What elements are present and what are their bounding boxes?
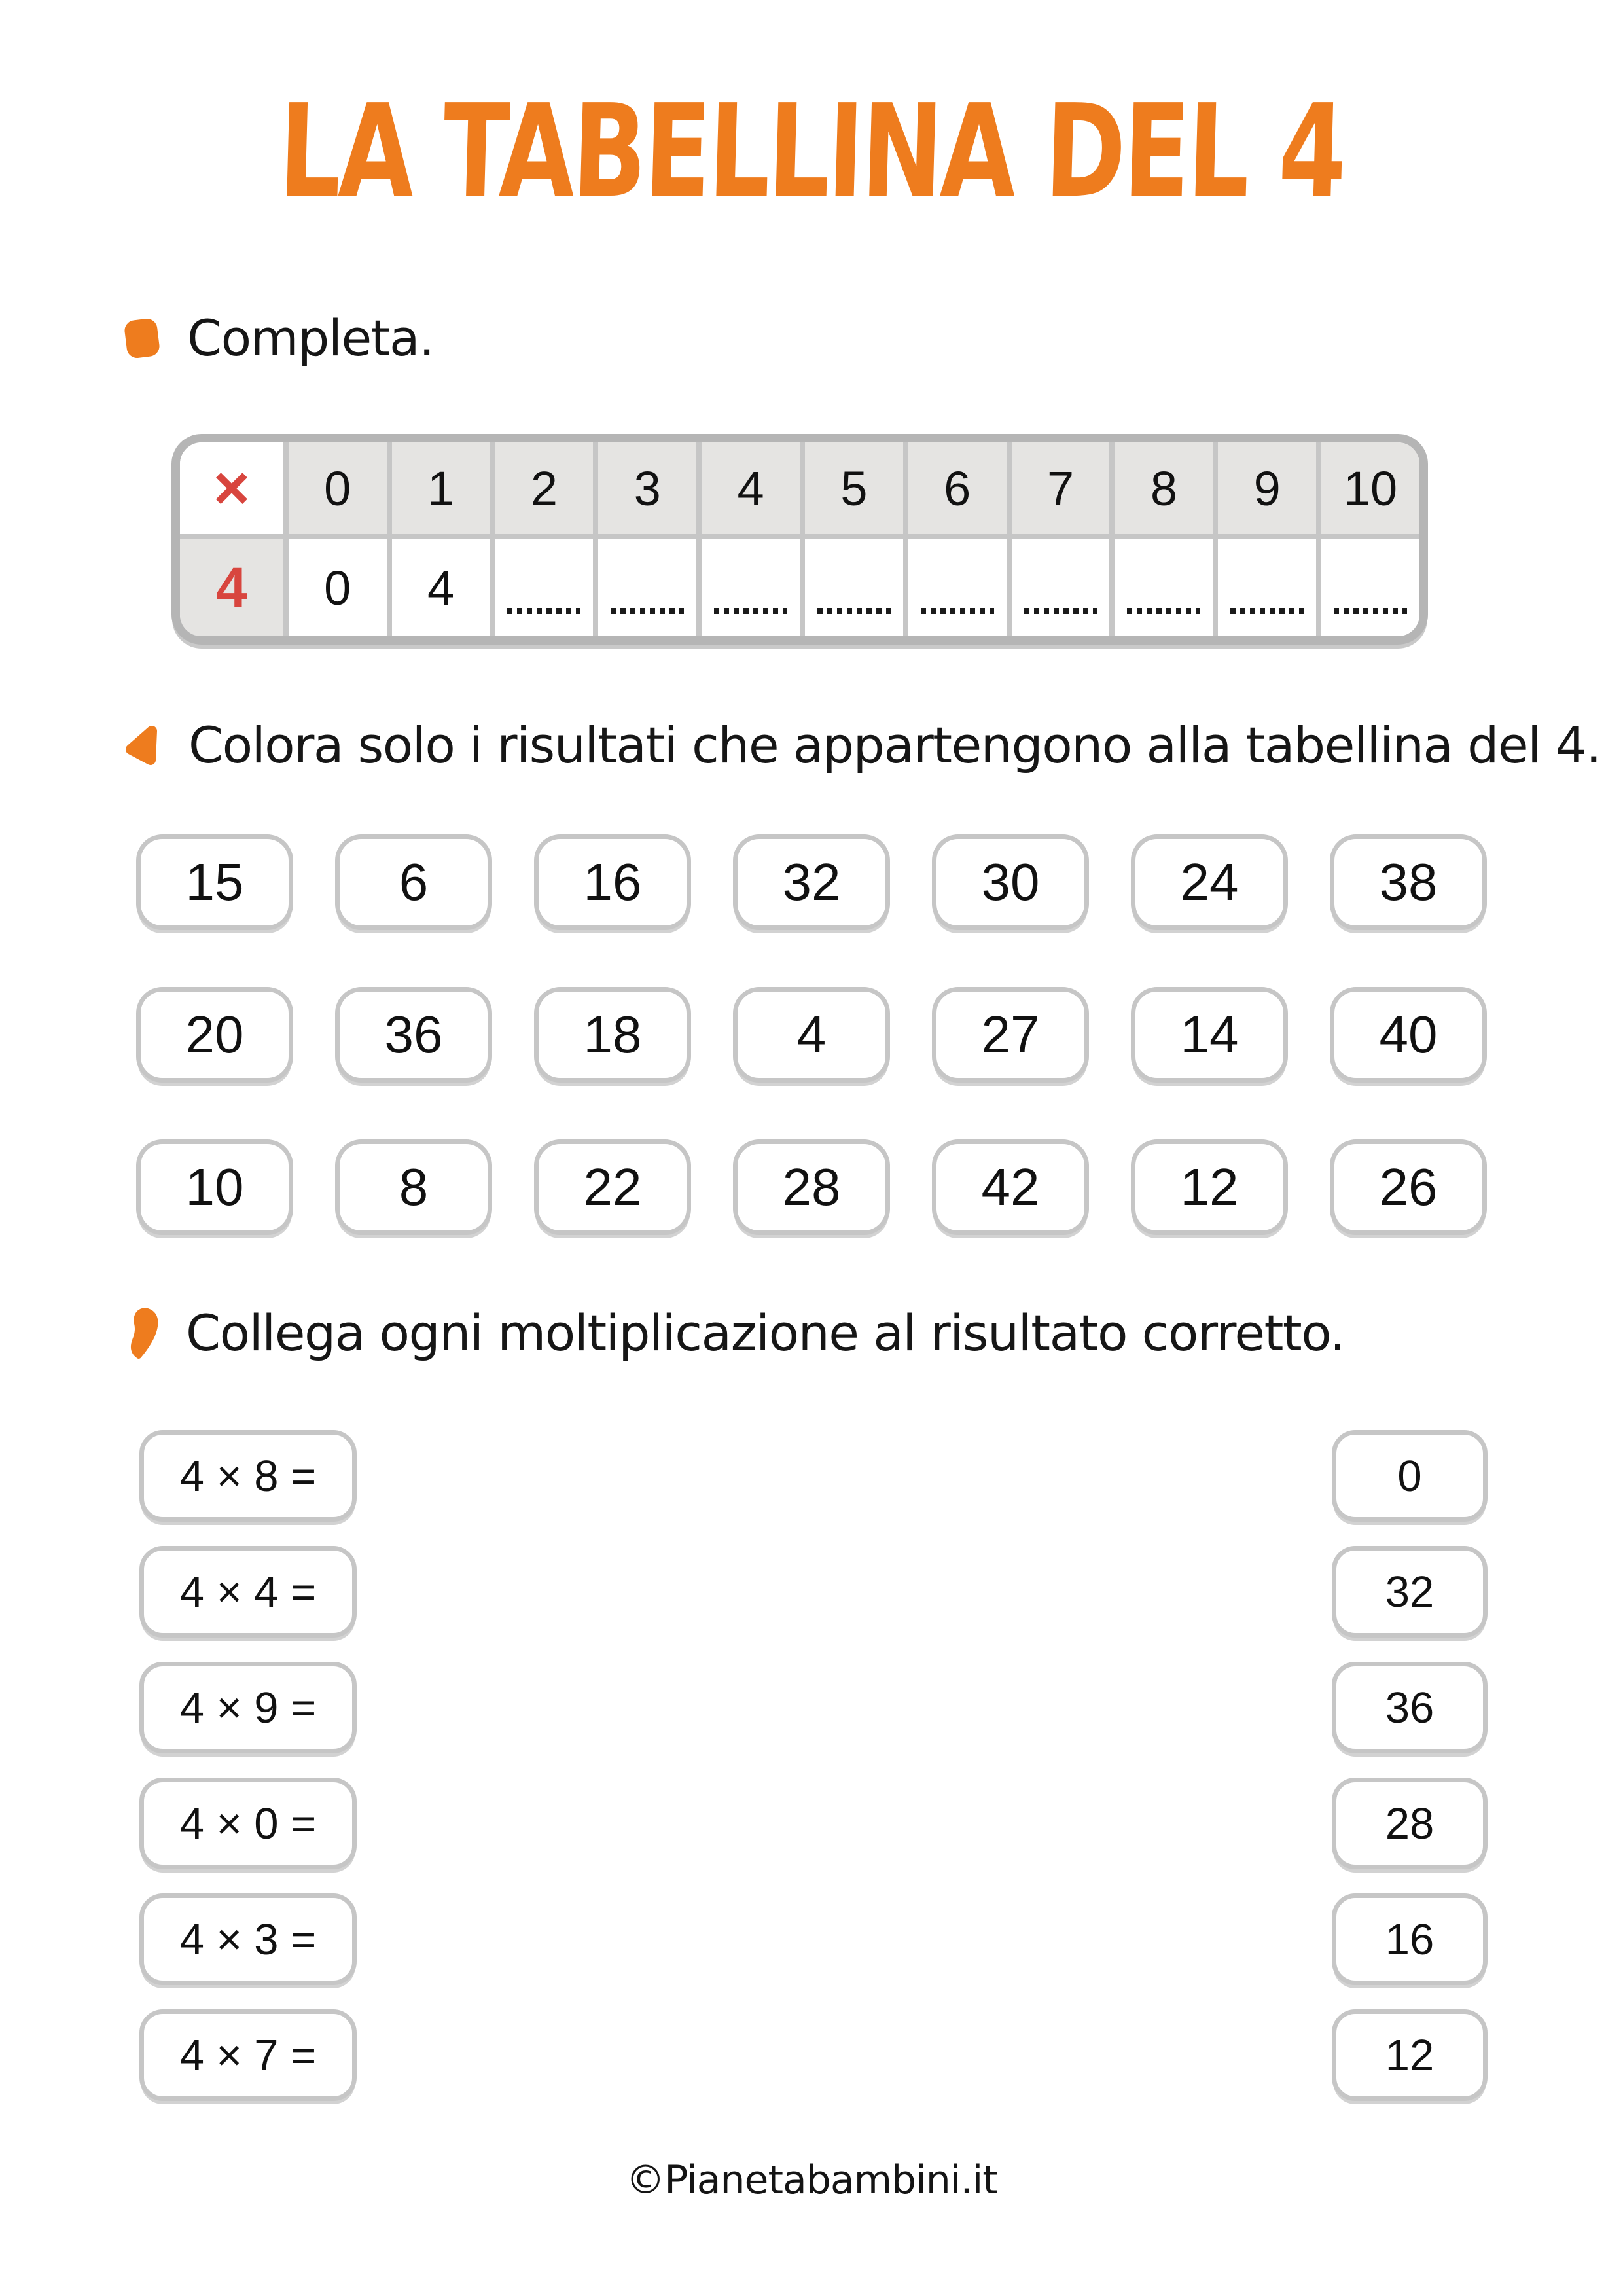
result-box[interactable]: 12 — [1332, 2009, 1488, 2101]
result-box[interactable]: 16 — [1332, 1893, 1488, 1985]
number-row — [136, 1139, 1487, 1235]
table-answer-row — [180, 539, 1419, 636]
result-box[interactable]: 28 — [1332, 1778, 1488, 1869]
table-header-cell: 1 — [387, 442, 490, 539]
number-box[interactable]: 22 — [534, 1139, 691, 1235]
number-box[interactable]: 10 — [136, 1139, 293, 1235]
dotted-line — [1230, 608, 1304, 614]
page-title: LA TABELLINA DEL 4 — [277, 77, 1346, 226]
collega-heading-label: Collega ogni moltiplicazione al risultato corretto. — [186, 1304, 1345, 1362]
completa-heading-label: Completa. — [187, 309, 434, 367]
dotted-line — [921, 608, 994, 614]
table-header-cell: 8 — [1109, 442, 1213, 539]
table-header-cell: 0 — [283, 442, 387, 539]
dotted-line — [1024, 608, 1097, 614]
dotted-line — [714, 608, 787, 614]
dotted-line — [1334, 608, 1407, 614]
section-collega-heading — [123, 1304, 1345, 1362]
results-column — [1332, 1430, 1488, 2101]
table-answer-cell[interactable] — [593, 539, 696, 636]
number-box[interactable]: 26 — [1330, 1139, 1487, 1235]
table-header-cell: 3 — [593, 442, 696, 539]
number-box[interactable]: 14 — [1131, 987, 1288, 1083]
dotted-line — [611, 608, 684, 614]
number-box[interactable]: 40 — [1330, 987, 1487, 1083]
colora-number-grid — [136, 834, 1487, 1235]
equation-box[interactable]: 4 × 3 = — [139, 1893, 357, 1985]
table-known-cell: 0 — [283, 539, 387, 636]
equations-column — [139, 1430, 357, 2101]
orange-comma-icon — [123, 1306, 160, 1360]
table-header-cell: 10 — [1316, 442, 1419, 539]
result-box[interactable]: 36 — [1332, 1662, 1488, 1753]
multiply-icon: × — [213, 453, 250, 523]
number-box[interactable]: 4 — [733, 987, 890, 1083]
number-box[interactable]: 36 — [335, 987, 492, 1083]
table-answer-cell[interactable] — [490, 539, 593, 636]
number-box[interactable]: 27 — [932, 987, 1089, 1083]
dotted-line — [507, 608, 580, 614]
number-row — [136, 834, 1487, 930]
table-header-cell: 4 — [696, 442, 800, 539]
number-box[interactable]: 8 — [335, 1139, 492, 1235]
number-box[interactable]: 12 — [1131, 1139, 1288, 1235]
orange-blob-square-icon — [123, 317, 161, 360]
number-box[interactable]: 28 — [733, 1139, 890, 1235]
number-box[interactable]: 6 — [335, 834, 492, 930]
table-answer-cell[interactable] — [903, 539, 1007, 636]
table-answer-cell[interactable] — [1316, 539, 1419, 636]
table-header-cell: 5 — [800, 442, 903, 539]
result-box[interactable]: 32 — [1332, 1546, 1488, 1638]
equation-box[interactable]: 4 × 8 = — [139, 1430, 357, 1522]
number-box[interactable]: 32 — [733, 834, 890, 930]
footer-credit: ©Pianetabambini.it — [626, 2157, 997, 2203]
collega-matching-area — [139, 1430, 1488, 2101]
equation-box[interactable]: 4 × 4 = — [139, 1546, 357, 1638]
number-box[interactable]: 38 — [1330, 834, 1487, 930]
number-box[interactable]: 16 — [534, 834, 691, 930]
section-completa-heading — [123, 309, 434, 367]
table-answer-cell[interactable] — [1109, 539, 1213, 636]
number-box[interactable]: 24 — [1131, 834, 1288, 930]
table-answer-cell[interactable] — [1007, 539, 1110, 636]
table-known-cell: 4 — [387, 539, 490, 636]
number-row — [136, 987, 1487, 1083]
table-answer-cell[interactable] — [696, 539, 800, 636]
result-box[interactable]: 0 — [1332, 1430, 1488, 1522]
table-header-row — [180, 442, 1419, 539]
equation-box[interactable]: 4 × 0 = — [139, 1778, 357, 1869]
table-header-cell: 7 — [1007, 442, 1110, 539]
table-answer-cell[interactable] — [1213, 539, 1316, 636]
table-header-cell: 6 — [903, 442, 1007, 539]
table-answer-cell[interactable] — [800, 539, 903, 636]
multiplication-table — [171, 434, 1428, 645]
section-colora-heading — [123, 716, 1601, 774]
table-header-cell: 9 — [1213, 442, 1316, 539]
number-box[interactable]: 20 — [136, 987, 293, 1083]
table-row-label-cell: 4 — [180, 539, 283, 636]
equation-box[interactable]: 4 × 7 = — [139, 2009, 357, 2101]
number-box[interactable]: 15 — [136, 834, 293, 930]
dotted-line — [817, 608, 891, 614]
number-box[interactable]: 42 — [932, 1139, 1089, 1235]
number-box[interactable]: 18 — [534, 987, 691, 1083]
table-header-cell: 2 — [490, 442, 593, 539]
orange-triangle-icon — [123, 723, 162, 768]
table-operator-cell — [180, 442, 283, 539]
number-box[interactable]: 30 — [932, 834, 1089, 930]
colora-heading-label: Colora solo i risultati che appartengono alla tabellina del 4. — [188, 716, 1601, 774]
dotted-line — [1127, 608, 1200, 614]
equation-box[interactable]: 4 × 9 = — [139, 1662, 357, 1753]
